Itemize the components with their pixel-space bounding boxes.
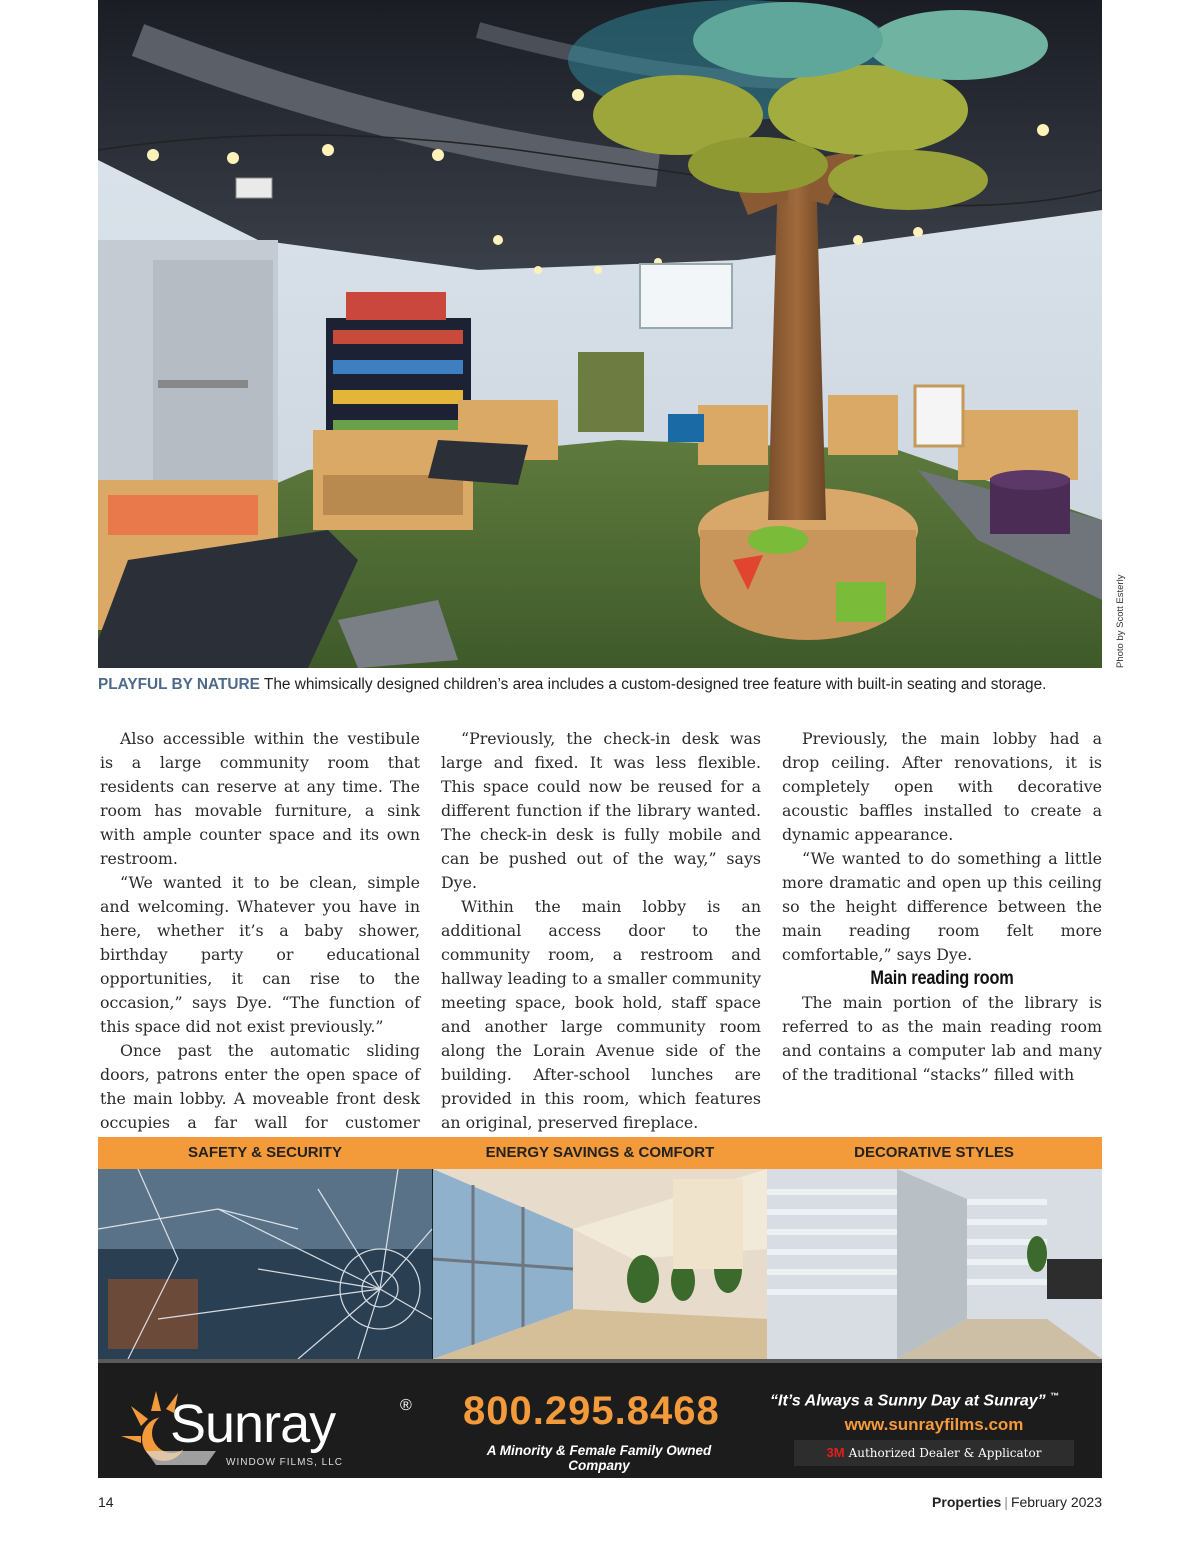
paragraph: Also accessible within the vestibule is a large community room that residents can reserve at any time. The room has movable furniture, a sink with ample counter space and its own restroom. [100, 729, 420, 868]
dealer-badge: 3M Authorized Dealer & Applicator [794, 1440, 1074, 1466]
ad-header-bar [98, 1137, 1102, 1169]
office-corridor-image [433, 1169, 767, 1359]
ad-header-safety: SAFETY & SECURITY [188, 1144, 342, 1161]
decorative-film-image [767, 1169, 1102, 1359]
paragraph: “We wanted to do something a little more dramatic and open up this ceiling so the height difference between the main reading room felt more comfortable,” says Dye. [782, 849, 1102, 964]
paragraph: The main portion of the library is referred to as the main reading room and contains a computer lab and many of the traditional “stacks” filled with [782, 993, 1102, 1084]
ad-header-energy: ENERGY SAVINGS & COMFORT [485, 1144, 715, 1161]
phone-number[interactable]: 800.295.8468 [463, 1389, 720, 1433]
sunray-logo-subtitle: WINDOW FILMS, LLC [226, 1457, 344, 1468]
sunray-advertisement[interactable] [98, 1137, 1102, 1478]
broken-glass-image [98, 1169, 432, 1359]
registered-mark: ® [400, 1397, 412, 1414]
caption-text: The whimsically designed children’s area includes a custom-designed tree feature with built-in seating and storage. [259, 676, 1047, 693]
page-number: 14 [98, 1494, 114, 1510]
paragraph: “Previously, the check-in desk was large and fixed. It was less flexible. This space could now be reused for a different function if the library wanted. The check-in desk is fully mobile and can be pushed out of the way,” says Dye. [441, 729, 761, 892]
paragraph: Within the main lobby is an additional access door to the community room, a restroom and hallway leading to a smaller community meeting space, book hold, staff space and another large community room along the Lorain Avenue side of the building. After-school lunches are provided in this room, which features an original, preserved fireplace. [441, 897, 761, 1132]
ad-tagline: “It’s Always a Sunny Day at Sunray” ™ [770, 1391, 1060, 1410]
article-column-3 [782, 727, 1102, 1087]
article-column-1 [100, 727, 420, 1159]
3m-logo: 3M [826, 1445, 845, 1460]
section-heading: Main reading room [870, 968, 1014, 989]
paragraph: Previously, the main lobby had a drop ceiling. After renovations, it is completely open with decorative acoustic baffles installed to create a dynamic appearance. [782, 729, 1102, 844]
article-column-2 [441, 727, 761, 1135]
photo-caption [98, 676, 1108, 694]
paragraph: “We wanted it to be clean, simple and welcoming. Whatever you have in here, whether it’s a baby shower, birthday party or educational opportunities, it can rise to the occasion,” says Dye. “The function of this space did not exist previously.” [100, 873, 420, 1036]
sunray-logo-text: Sunray [170, 1394, 336, 1454]
publication-footer: Properties | February 2023 [932, 1494, 1102, 1510]
ad-contact-bar [98, 1359, 1102, 1478]
ad-header-decorative: DECORATIVE STYLES [854, 1144, 1014, 1161]
company-description: A Minority & Female Family Owned Company [486, 1443, 712, 1473]
paragraph: Once past the automatic sliding doors, patrons enter the open space of the main lobby. A moveable front desk occupies a far wall for customer [100, 1041, 420, 1132]
photo-credit: Photo by Scott Esterly [1115, 574, 1126, 668]
website-link[interactable]: www.sunrayfilms.com [844, 1415, 1024, 1434]
ad-image-strip [98, 1169, 1102, 1359]
childrens-area-photo [98, 0, 1102, 668]
caption-lead: PLAYFUL BY NATURE [98, 676, 260, 693]
